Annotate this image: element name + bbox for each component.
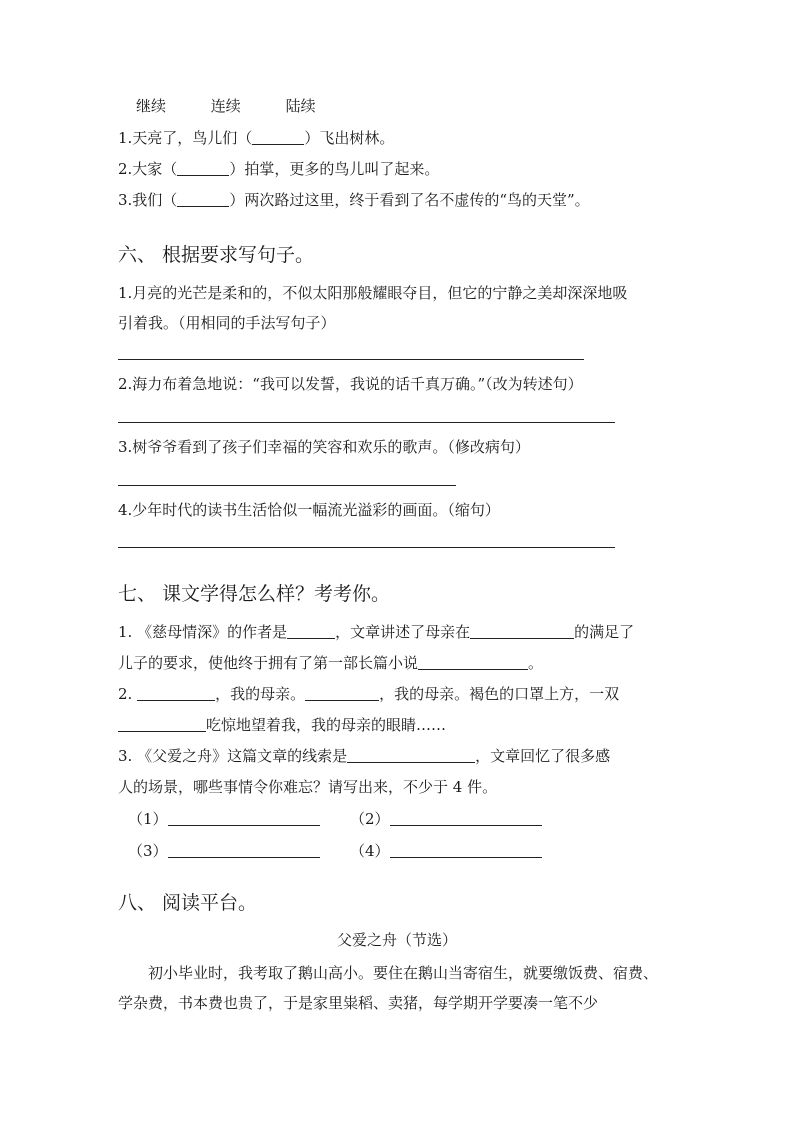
word-option: 继续 — [136, 97, 167, 115]
answer-blank[interactable] — [137, 685, 215, 701]
fill-question-3 — [118, 190, 590, 210]
answer-blank[interactable] — [305, 685, 379, 701]
answer-blank[interactable] — [118, 716, 206, 732]
item-number: （1） — [128, 810, 168, 828]
question-text: 2.大家（ — [118, 160, 178, 178]
passage-text: 初小毕业时，我考取了鹅山高小。要住在鹅山当寄宿生，就要缴饭费、宿费、学杂费，书本费也贵了，于是家里粜稻、卖猪，每学期开学要凑一笔不少 — [118, 964, 659, 1012]
question-text: 1. 《慈母情深》的作者是 — [118, 623, 288, 641]
question-text: 吃惊地望着我，我的母亲的眼睛…… — [206, 716, 447, 734]
text-question-3-line-1 — [118, 746, 610, 766]
answer-line[interactable] — [118, 485, 456, 486]
question-text: ，文章回忆了很多感 — [475, 747, 611, 765]
answer-blank[interactable] — [168, 810, 320, 826]
sentence-question-3: 3.树爷爷看到了孩子们幸福的笑容和欢乐的歌声。（修改病句） — [118, 438, 530, 456]
answer-blank[interactable] — [470, 623, 574, 639]
question-text: ）两次路过这里，终于看到了名不虚传的“鸟的天堂”。 — [229, 191, 590, 209]
text-question-1-line-1 — [118, 622, 634, 642]
word-option: 陆续 — [285, 97, 316, 115]
answer-blank[interactable] — [390, 842, 542, 858]
fill-question-1 — [118, 128, 394, 148]
answer-blank[interactable] — [177, 160, 229, 176]
answer-blank[interactable] — [168, 842, 320, 858]
answer-blank[interactable] — [347, 747, 475, 763]
answer-line[interactable] — [118, 359, 584, 360]
item-number: （3） — [128, 842, 168, 860]
answer-blank[interactable] — [177, 191, 229, 207]
question-text: ，我的母亲。 — [215, 685, 306, 703]
answer-blank[interactable] — [252, 129, 304, 145]
question-text: 3.我们（ — [118, 191, 178, 209]
answer-blank[interactable] — [418, 654, 528, 670]
question-text: 儿子的要求，使他终于拥有了第一部长篇小说 — [118, 654, 419, 672]
question-text: ，文章讲述了母亲在 — [335, 623, 471, 641]
text-question-3-line-2: 人的场景，哪些事情令你难忘？请写出来，不少于 4 件。 — [118, 778, 498, 796]
event-item-3 — [128, 841, 320, 861]
sentence-question-1-line-1: 1.月亮的光芒是柔和的，不似太阳那般耀眼夺目，但它的宁静之美却深深地吸 — [118, 284, 628, 302]
event-item-2 — [350, 809, 542, 829]
fill-question-2 — [118, 159, 439, 179]
text-question-1-line-2 — [118, 653, 543, 673]
word-option: 连续 — [210, 97, 241, 115]
question-text: 3. 《父爱之舟》这篇文章的线索是 — [118, 747, 348, 765]
sentence-question-2: 2.海力布着急地说：“我可以发誓，我说的话千真万确。”（改为转述句） — [118, 375, 583, 393]
item-number: （2） — [350, 810, 390, 828]
item-number: （4） — [350, 842, 390, 860]
question-text: ）飞出树林。 — [304, 129, 395, 147]
question-text: 的满足了 — [574, 623, 635, 641]
answer-line[interactable] — [118, 547, 615, 548]
question-text: ，我的母亲。褐色的口罩上方，一双 — [379, 685, 620, 703]
section-heading-6: 六、 根据要求写句子。 — [118, 244, 315, 266]
section-heading-8: 八、 阅读平台。 — [118, 892, 258, 914]
section-heading-7: 七、 课文学得怎么样？考考你。 — [118, 583, 391, 605]
question-text: ）拍掌，更多的鸟儿叫了起来。 — [229, 160, 440, 178]
passage-title: 父爱之舟（节选） — [336, 931, 457, 949]
sentence-question-1-line-2: 引着我。（用相同的手法写句子） — [118, 314, 336, 332]
question-text: 。 — [528, 654, 544, 672]
event-item-4 — [350, 841, 542, 861]
question-text: 2. — [118, 685, 138, 703]
answer-blank[interactable] — [390, 810, 542, 826]
answer-line[interactable] — [118, 422, 615, 423]
answer-blank[interactable] — [287, 623, 335, 639]
text-question-2-line-2 — [118, 715, 446, 735]
event-item-1 — [128, 809, 320, 829]
word-bank — [136, 96, 316, 116]
question-text: 1.天亮了，鸟儿们（ — [118, 129, 253, 147]
text-question-2-line-1 — [118, 684, 619, 704]
sentence-question-4: 4.少年时代的读书生活恰似一幅流光溢彩的画面。（缩句） — [118, 501, 500, 519]
